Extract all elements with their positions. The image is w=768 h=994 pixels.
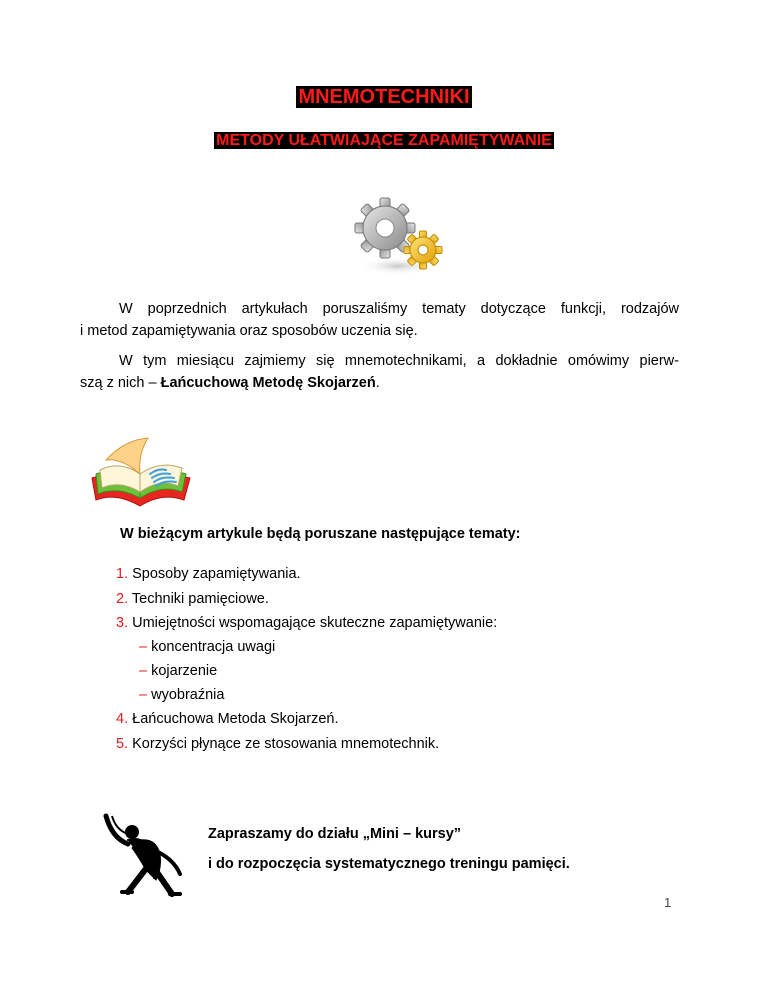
sub-list-dash: –	[139, 687, 148, 703]
list-number: 5.	[116, 736, 129, 752]
sub-list-item	[139, 687, 224, 703]
document-title: MNEMOTECHNIKI	[298, 86, 470, 108]
sub-list-dash: –	[139, 639, 148, 655]
sub-list-text: kojarzenie	[151, 663, 218, 679]
list-number: 2.	[116, 591, 129, 607]
gears-icon	[340, 190, 450, 280]
list-number: 4.	[116, 711, 129, 727]
list-text: Umiejętności wspomagające skuteczne zapamiętywanie:	[132, 615, 498, 631]
intro-text: szą z nich –	[80, 375, 161, 391]
list-item	[116, 591, 269, 607]
open-book-icon	[86, 430, 198, 510]
intro-paragraph-1-line-1: W poprzednich artykułach poruszaliśmy tematy dotyczące funkcji, rodzajów	[119, 301, 679, 317]
list-item	[116, 566, 301, 582]
sub-list-text: wyobraźnia	[151, 687, 225, 703]
document-subtitle: METODY UŁATWIAJĄCE ZAPAMIĘTYWANIE	[216, 132, 552, 149]
stretching-figure-icon	[98, 808, 198, 898]
invitation-line-1: Zapraszamy do działu „Mini – kursy”	[208, 826, 462, 842]
list-text: Sposoby zapamiętywania.	[132, 566, 301, 582]
document-title-row	[0, 86, 768, 109]
method-name: Łańcuchową Metodę Skojarzeń	[160, 375, 376, 391]
page-number: 1	[664, 895, 672, 910]
intro-paragraph-2-line-1: W tym miesiącu zajmiemy się mnemotechnikami, a dokładnie omówimy pierw-	[119, 353, 679, 369]
document-subtitle-row	[0, 132, 768, 150]
sub-list-dash: –	[139, 663, 148, 679]
list-item	[116, 711, 338, 727]
intro-paragraph-2-line-2	[80, 372, 380, 394]
intro-period: .	[375, 375, 380, 391]
sub-list-item	[139, 663, 217, 679]
list-item	[116, 615, 497, 631]
sub-list-text: koncentracja uwagi	[151, 639, 276, 655]
intro-paragraph-1-line-2: i metod zapamiętywania oraz sposobów uczenia się.	[80, 323, 418, 339]
list-text: Korzyści płynące ze stosowania mnemotechnik.	[132, 736, 440, 752]
list-text: Techniki pamięciowe.	[131, 591, 269, 607]
invitation-line-2: i do rozpoczęcia systematycznego treningu pamięci.	[208, 856, 570, 872]
list-text: Łańcuchowa Metoda Skojarzeń.	[132, 711, 339, 727]
topics-heading: W bieżącym artykule będą poruszane następujące tematy:	[120, 526, 521, 542]
sub-list-item	[139, 639, 275, 655]
list-item	[116, 736, 439, 752]
list-number: 1.	[116, 566, 129, 582]
list-number: 3.	[116, 615, 129, 631]
